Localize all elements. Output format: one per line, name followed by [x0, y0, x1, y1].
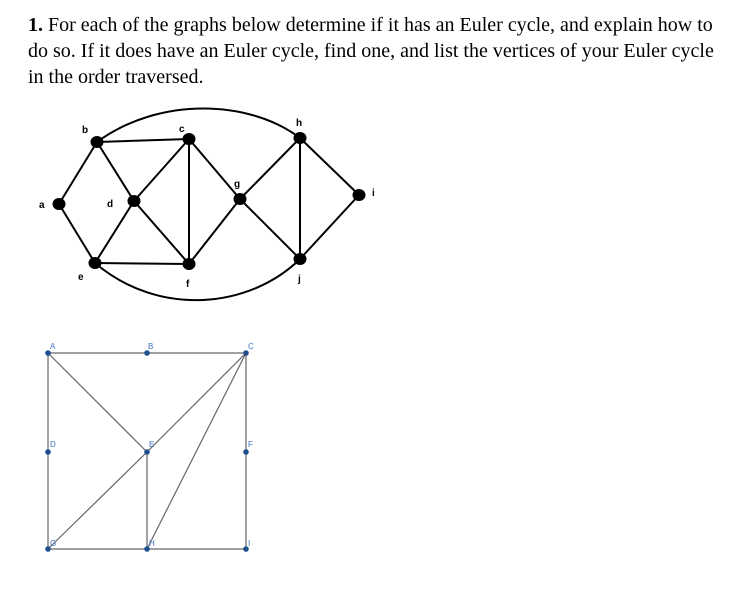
problem-text: For each of the graphs below determine if it has an Euler cycle, and explain how to do so. If it does have an Euler cycle, find one, and list the vertices of your Euler cycle in the order traversed. [28, 14, 714, 88]
vertex-E [144, 449, 150, 455]
vertex-label-F: F [248, 440, 253, 449]
vertex-label-j: j [298, 274, 301, 285]
edge-b-d [97, 142, 134, 201]
vertex-label-g: g [234, 179, 241, 190]
vertex-a [53, 198, 66, 210]
vertex-label-B: B [148, 342, 154, 351]
vertex-label-b: b [82, 125, 89, 136]
vertex-label-a: a [39, 200, 45, 211]
vertex-label-H: H [149, 539, 155, 548]
edge-A-E [48, 353, 147, 452]
graph-1-vertices [53, 132, 366, 270]
vertex-label-A: A [50, 342, 56, 351]
vertex-j [294, 253, 307, 265]
edge-d-e [95, 201, 134, 263]
vertex-g [234, 193, 247, 205]
edge-a-b [59, 142, 97, 204]
vertex-d [128, 195, 141, 207]
vertex-label-I: I [248, 539, 251, 548]
edge-i-j [300, 195, 359, 259]
vertex-b [91, 136, 104, 148]
edge-g-j [240, 199, 300, 259]
edge-e-f [95, 263, 189, 264]
vertex-label-G: G [50, 539, 57, 548]
edge-C-E [147, 353, 246, 452]
edge-d-f [134, 201, 189, 264]
vertex-e [89, 257, 102, 269]
vertex-C [243, 350, 249, 356]
edge-h-i [300, 138, 359, 195]
edge-a-e [59, 204, 95, 263]
vertex-label-d: d [107, 199, 114, 210]
edge-b-h [97, 109, 303, 143]
edge-f-g [189, 199, 240, 264]
vertex-label-E: E [149, 440, 155, 449]
vertex-label-c: c [179, 124, 185, 135]
edge-b-c [97, 139, 189, 142]
edge-C-H [147, 353, 246, 549]
vertex-label-D: D [50, 440, 56, 449]
vertex-label-e: e [78, 272, 84, 283]
vertex-label-C: C [248, 342, 254, 351]
vertex-h [294, 132, 307, 144]
vertex-D [45, 449, 51, 455]
edge-c-g [189, 139, 240, 199]
edge-e-j [95, 259, 300, 300]
vertex-F [243, 449, 249, 455]
problem-number: 1. [28, 14, 43, 36]
vertex-A [45, 350, 51, 356]
vertex-B [144, 350, 150, 356]
vertex-f [183, 258, 196, 270]
graph-1 [59, 109, 359, 301]
edge-d-c [134, 139, 189, 201]
vertex-label-i: i [372, 188, 375, 199]
edge-g-h [240, 138, 300, 199]
vertex-label-h: h [296, 118, 303, 129]
vertex-label-f: f [186, 279, 190, 290]
vertex-i [353, 189, 366, 201]
edge-G-E [48, 452, 147, 549]
